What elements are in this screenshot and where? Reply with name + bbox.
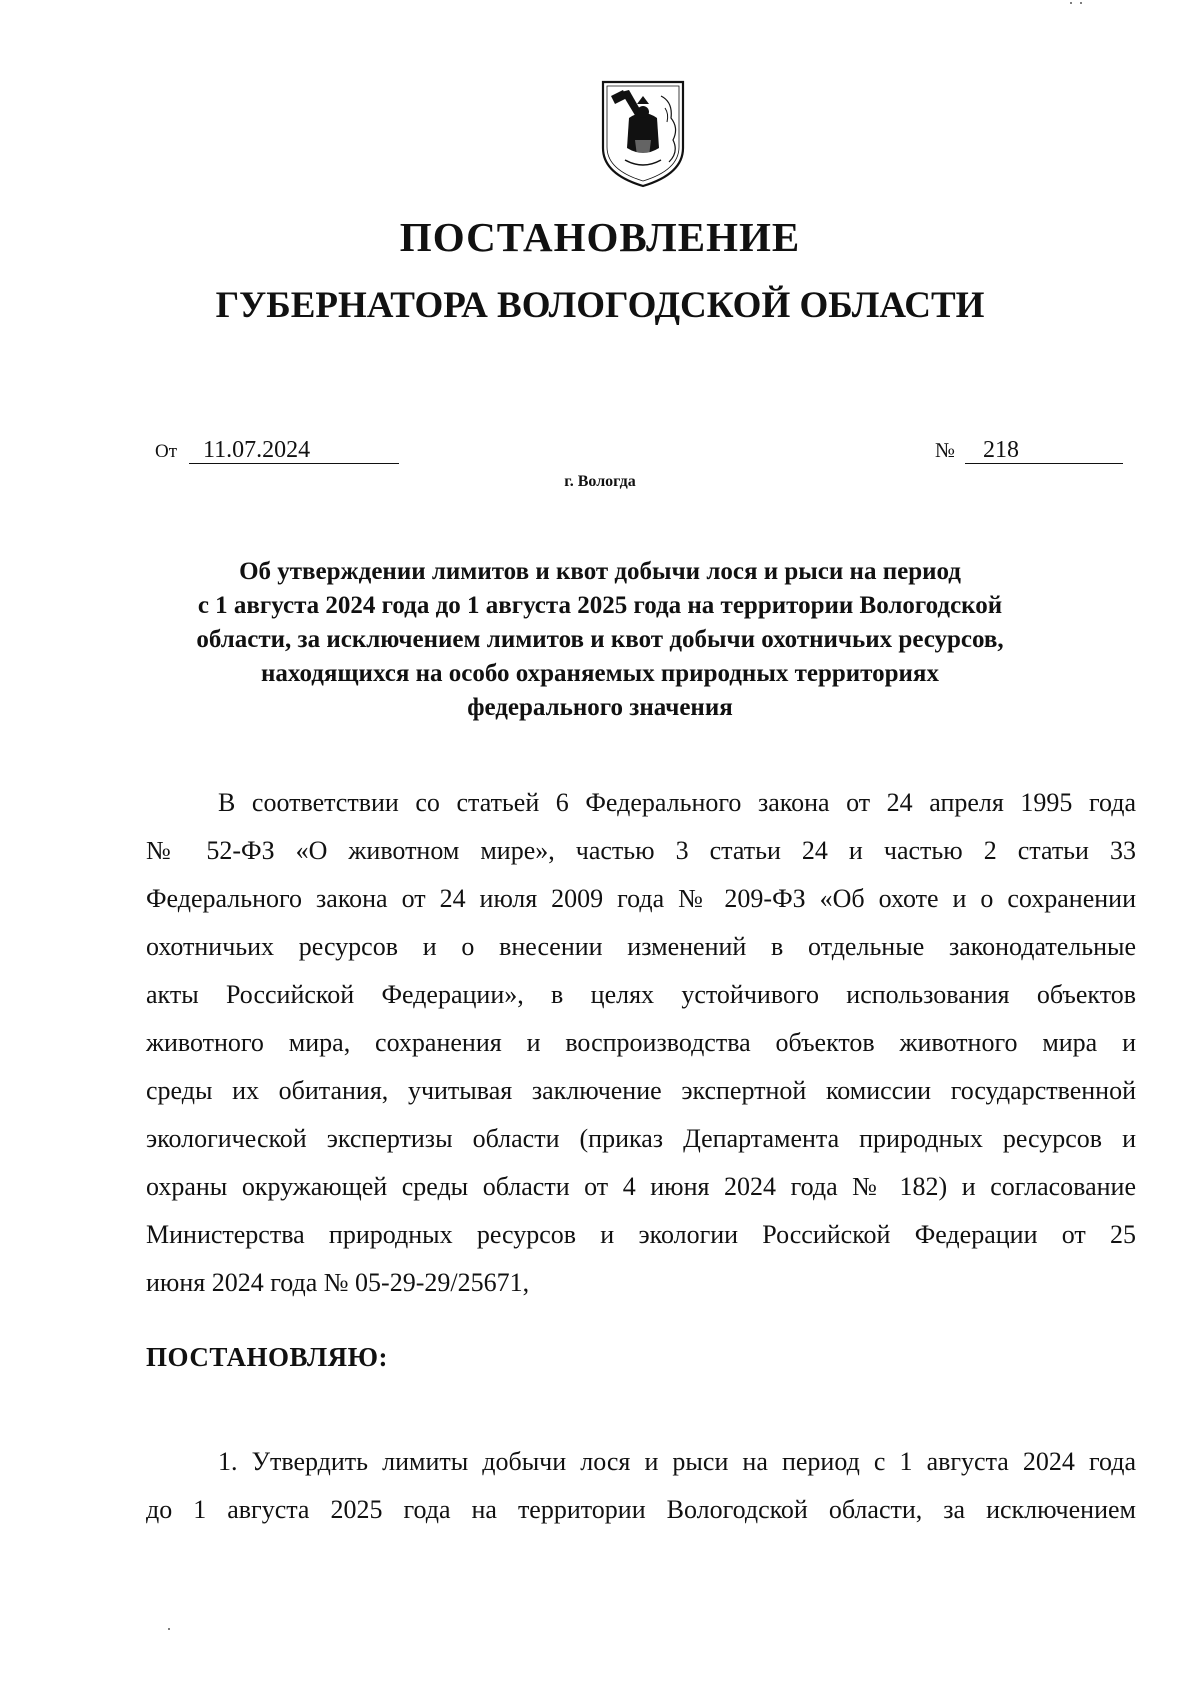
subject-line: Об утверждении лимитов и квот добычи лося и рыси на период <box>239 558 961 585</box>
date-value: 11.07.2024 <box>189 437 399 464</box>
preamble-line: № 52-ФЗ «О животном мире», частью 3 статьи 24 и частью 2 статьи 33 <box>146 836 1136 865</box>
coat-of-arms-emblem <box>599 78 687 190</box>
city-label: г. Вологда <box>564 473 636 490</box>
preamble-line: Министерства природных ресурсов и экологии Российской Федерации от 25 <box>146 1220 1136 1249</box>
preamble-line: В соответствии со статьей 6 Федерального закона от 24 апреля 1995 года <box>218 788 1136 817</box>
preamble-line: животного мира, сохранения и воспроизводства объектов животного мира и <box>146 1028 1136 1057</box>
decree-heading: ПОСТАНОВЛЯЮ: <box>146 1342 388 1372</box>
scan-speck <box>168 1628 170 1630</box>
document-title: ПОСТАНОВЛЕНИЕ <box>399 214 801 260</box>
item-line: до 1 августа 2025 года на территории Вологодской области, за исключением <box>146 1495 1136 1524</box>
preamble-line: среды их обитания, учитывая заключение экспертной комиссии государственной <box>146 1076 1136 1105</box>
preamble-paragraph <box>146 779 1136 1307</box>
document-date-field <box>155 437 399 464</box>
item-line: 1. Утвердить лимиты добычи лося и рыси на период с 1 августа 2024 года <box>218 1447 1136 1476</box>
subject-line: федерального значения <box>467 694 733 721</box>
preamble-line: Федерального закона от 24 июля 2009 года № 209-ФЗ «Об охоте и о сохранении <box>146 884 1136 913</box>
scan-speck <box>1080 2 1082 4</box>
date-label: От <box>155 441 178 462</box>
preamble-line: охраны окружающей среды области от 4 июня 2024 года № 182) и согласование <box>146 1172 1136 1201</box>
preamble-line: акты Российской Федерации», в целях устойчивого использования объектов <box>146 980 1136 1009</box>
subject-line: находящихся на особо охраняемых природных территориях <box>261 660 939 687</box>
number-value: 218 <box>965 437 1123 464</box>
document-subject <box>150 555 1050 725</box>
subject-line: с 1 августа 2024 года до 1 августа 2025 года на территории Вологодской <box>197 592 1003 619</box>
number-label: № <box>935 438 956 462</box>
scan-speck <box>1070 2 1072 4</box>
preamble-line: июня 2024 года № 05-29-29/25671, <box>146 1268 530 1297</box>
preamble-line: охотничьих ресурсов и о внесении изменений в отдельные законодательные <box>146 932 1136 961</box>
document-subtitle: ГУБЕРНАТОРА ВОЛОГОДСКОЙ ОБЛАСТИ <box>215 285 985 326</box>
decree-item-1 <box>146 1438 1136 1534</box>
document-number-field <box>935 437 1123 464</box>
subject-line: области, за исключением лимитов и квот добычи охотничьих ресурсов, <box>196 626 1004 653</box>
preamble-line: экологической экспертизы области (приказ Департамента природных ресурсов и <box>146 1124 1136 1153</box>
